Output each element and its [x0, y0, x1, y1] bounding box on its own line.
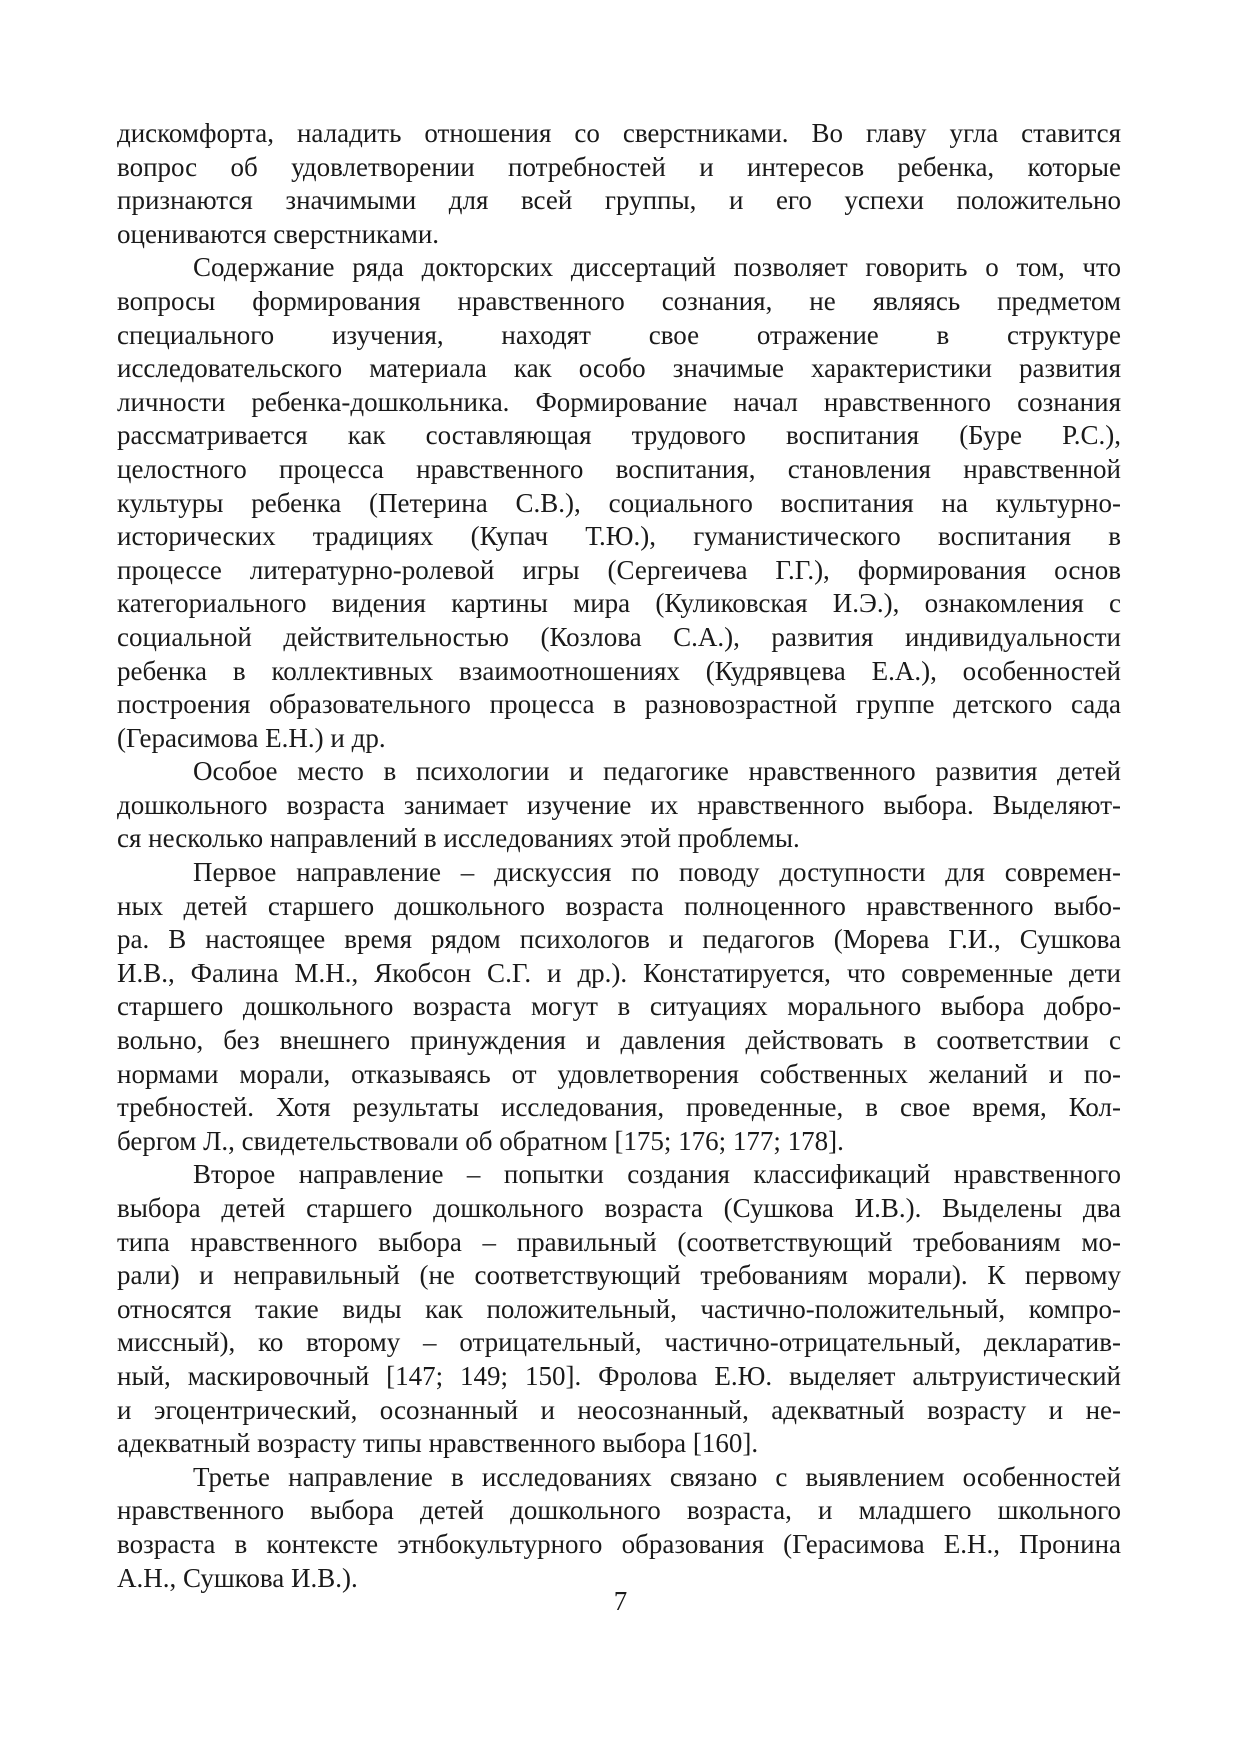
text-line: целостного процесса нравственного воспитания, становления нравственной	[117, 453, 1121, 484]
text-line: исторических традициях (Купач Т.Ю.), гуманистического воспитания в	[117, 521, 1121, 552]
text-line: адекватный возрасту типы нравственного выбора [160].	[117, 1428, 759, 1459]
text-line: А.Н., Сушкова И.В.).	[117, 1562, 358, 1593]
text-line: ребенка в коллективных взаимоотношениях (Кудрявцева Е.А.), особенностей	[117, 655, 1121, 686]
text-line: оцениваются сверстниками.	[117, 218, 440, 249]
text-line: исследовательского материала как особо значимые характеристики развития	[117, 353, 1121, 384]
text-line: Второе направление – попытки создания классификаций нравственного	[193, 1159, 1121, 1190]
text-line: процессе литературно-ролевой игры (Сергеичева Г.Г.), формирования основ	[117, 554, 1121, 585]
text-line: культуры ребенка (Петерина С.В.), социального воспитания на культурно-	[117, 487, 1121, 518]
text-line: вопросы формирования нравственного сознания, не являясь предметом	[117, 285, 1121, 316]
page-number: 7	[613, 1586, 628, 1616]
text-line: возраста в контексте этнбокультурного образования (Герасимова Е.Н., Пронина	[117, 1528, 1121, 1559]
text-line: ся несколько направлений в исследованиях этой проблемы.	[117, 823, 800, 854]
paragraph-5	[117, 1158, 1121, 1460]
text-line: ра. В настоящее время рядом психологов и педагогов (Морева Г.И., Сушкова	[117, 924, 1121, 955]
document-page	[117, 117, 1121, 1595]
paragraph-3	[117, 755, 1121, 856]
text-line: нормами морали, отказываясь от удовлетворения собственных желаний и по-	[117, 1058, 1121, 1089]
paragraph-2	[117, 251, 1121, 755]
text-line: относятся такие виды как положительный, частично-положительный, компро-	[117, 1293, 1121, 1324]
text-line: социальной действительностью (Козлова С.А.), развития индивидуальности	[117, 621, 1121, 652]
text-line: признаются значимыми для всей группы, и его успехи положительно	[117, 185, 1121, 216]
text-line: рассматривается как составляющая трудового воспитания (Буре Р.С.),	[117, 420, 1121, 451]
text-line: нравственного выбора детей дошкольного возраста, и младшего школьного	[117, 1495, 1121, 1526]
text-line: личности ребенка-дошкольника. Формирование начал нравственного сознания	[117, 386, 1121, 417]
text-line: выбора детей старшего дошкольного возраста (Сушкова И.В.). Выделены два	[117, 1193, 1121, 1223]
paragraph-1	[117, 117, 1121, 251]
text-line: И.В., Фалина М.Н., Якобсон С.Г. и др.). Констатируется, что современные дети	[117, 957, 1121, 988]
text-line: ный, маскировочный [147; 149; 150]. Фролова Е.Ю. выделяет альтруистический	[117, 1360, 1121, 1391]
text-line: бергом Л., свидетельствовали об обратном [175; 176; 177; 178].	[117, 1125, 844, 1156]
text-line: и эгоцентрический, осознанный и неосознанный, адекватный возрасту и не-	[117, 1394, 1121, 1425]
text-line: рали) и неправильный (не соответствующий требованиям морали). К первому	[117, 1260, 1121, 1291]
text-line: дискомфорта, наладить отношения со сверстниками. Во главу угла ставится	[117, 118, 1121, 148]
text-line: ных детей старшего дошкольного возраста полноценного нравственного выбо-	[117, 890, 1121, 921]
text-line: построения образовательного процесса в разновозрастной группе детского сада	[117, 689, 1121, 720]
text-line: Первое направление – дискуссия по поводу доступности для современ-	[193, 857, 1121, 888]
text-line: требностей. Хотя результаты исследования, проведенные, в свое время, Кол-	[117, 1092, 1121, 1123]
paragraph-6	[117, 1461, 1121, 1595]
text-line: Содержание ряда докторских диссертаций позволяет говорить о том, что	[193, 252, 1121, 283]
text-line: типа нравственного выбора – правильный (соответствующий требованиям мо-	[117, 1226, 1121, 1257]
text-line: Третье направление в исследованиях связано с выявлением особенностей	[193, 1461, 1121, 1492]
text-line: дошкольного возраста занимает изучение их нравственного выбора. Выделяют-	[117, 789, 1121, 820]
text-line: специального изучения, находят свое отражение в структуре	[117, 319, 1121, 350]
text-line: миссный), ко второму – отрицательный, частично-отрицательный, декларатив-	[117, 1327, 1121, 1358]
text-line: категориального видения картины мира (Куликовская И.Э.), ознакомления с	[117, 588, 1121, 619]
text-line: Особое место в психологии и педагогике нравственного развития детей	[193, 756, 1121, 787]
text-line: вопрос об удовлетворении потребностей и интересов ребенка, которые	[117, 151, 1121, 182]
text-line: вольно, без внешнего принуждения и давления действовать в соответствии с	[117, 1025, 1121, 1056]
text-line: старшего дошкольного возраста могут в ситуациях морального выбора добро-	[117, 991, 1121, 1022]
text-line: (Герасимова Е.Н.) и др.	[117, 722, 386, 753]
paragraph-4	[117, 856, 1121, 1158]
